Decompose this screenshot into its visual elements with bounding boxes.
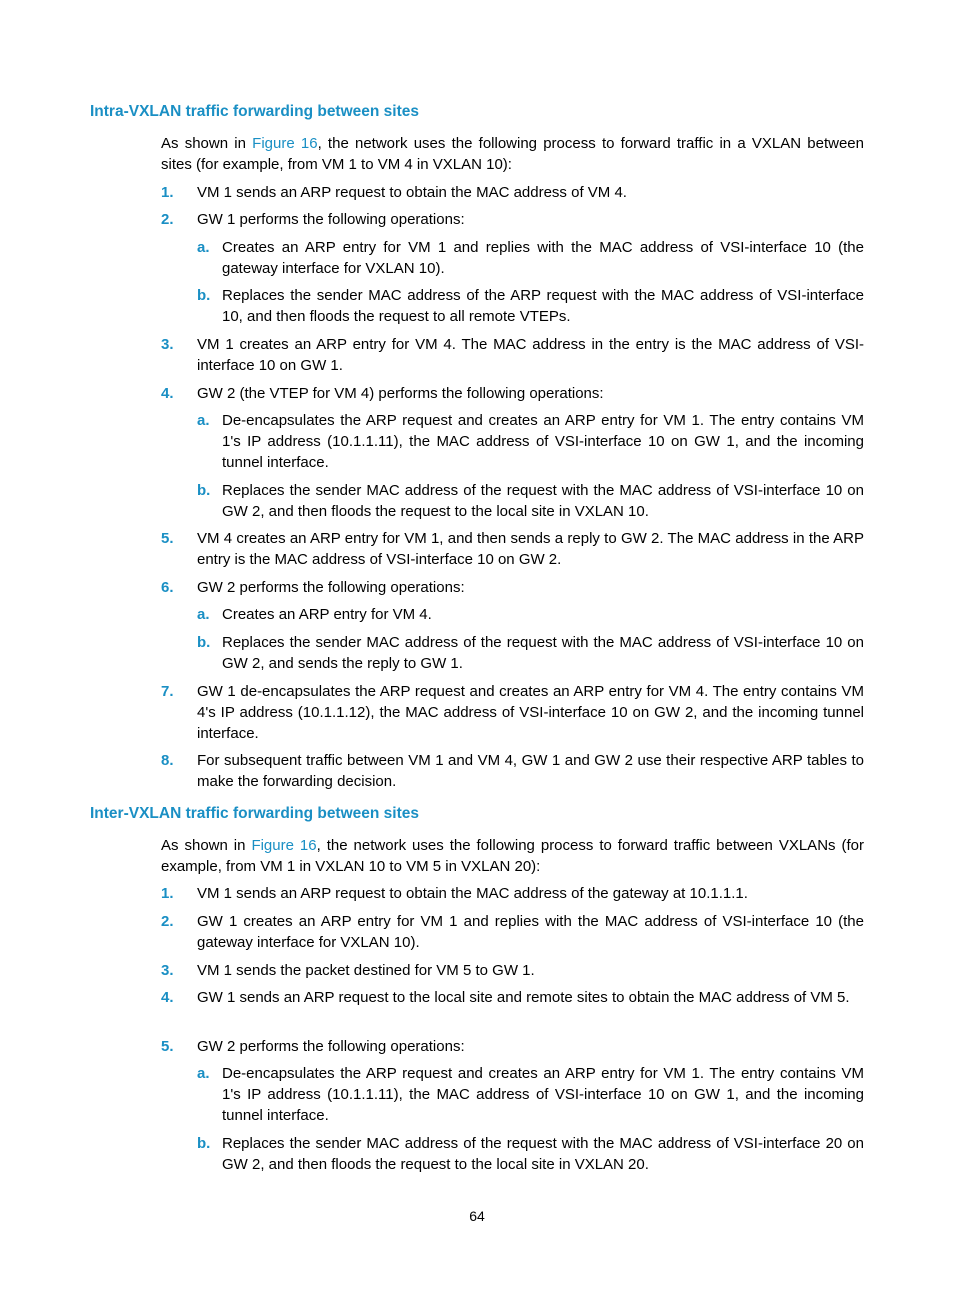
- list-item: [161, 334, 864, 376]
- sub-list-item: [197, 632, 864, 674]
- step-number: 3.: [161, 336, 174, 353]
- sub-list-item: [197, 1133, 864, 1175]
- sub-list-item: [197, 480, 864, 522]
- sub-list-item: [197, 237, 864, 279]
- sub-step-letter: b.: [197, 1135, 211, 1152]
- step-number: 2.: [161, 913, 174, 930]
- step-text: VM 1 sends an ARP request to obtain the MAC address of VM 4.: [197, 184, 627, 201]
- sub-step-text: Replaces the sender MAC address of the request with the MAC address of VSI-interface 10 on GW 2, and sends the reply to GW 1.: [222, 634, 864, 672]
- list-item: [161, 209, 864, 230]
- step-number: 5.: [161, 1038, 174, 1055]
- sub-step-text: De-encapsulates the ARP request and creates an ARP entry for VM 1. The entry contains VM 1's IP address (10.1.1.11), the MAC address of VSI-interface 10 on GW 1, and the incoming tunnel interface.: [222, 1065, 864, 1124]
- intro-text-after: , the network uses the following process to forward traffic in a VXLAN between sites (for example, from VM 1 to VM 4 in VXLAN 10):: [161, 135, 864, 173]
- sub-list-item: [197, 1063, 864, 1126]
- sub-step-letter: a.: [197, 1065, 210, 1082]
- list-item: [161, 750, 864, 792]
- step-text: GW 1 sends an ARP request to the local site and remote sites to obtain the MAC address of VM 5.: [197, 989, 850, 1006]
- intro-text-after: , the network uses the following process to forward traffic between VXLANs (for example, from VM 1 in VXLAN 10 to VM 5 in VXLAN 20):: [161, 837, 864, 875]
- step-number: 4.: [161, 989, 174, 1006]
- step-text: GW 1 performs the following operations:: [197, 211, 465, 228]
- intro-text-before: As shown in: [161, 135, 253, 152]
- step-text: For subsequent traffic between VM 1 and VM 4, GW 1 and GW 2 use their respective ARP tables to make the forwarding decision.: [197, 752, 864, 790]
- sub-step-text: Creates an ARP entry for VM 4.: [222, 606, 432, 623]
- section2-intro: [161, 835, 864, 877]
- step-number: 7.: [161, 683, 174, 700]
- sub-list-item: [197, 604, 864, 625]
- list-item: [161, 960, 864, 981]
- step-text: GW 2 (the VTEP for VM 4) performs the following operations:: [197, 385, 604, 402]
- step-number: 4.: [161, 385, 174, 402]
- step-text: VM 4 creates an ARP entry for VM 1, and then sends a reply to GW 2. The MAC address in the ARP entry is the MAC address of VSI-interface 10 on GW 2.: [197, 530, 864, 568]
- section-heading-inter-vxlan: Inter-VXLAN traffic forwarding between sites: [90, 805, 419, 822]
- step-number: 1.: [161, 885, 174, 902]
- sub-list-item: [197, 410, 864, 473]
- step-number: 1.: [161, 184, 174, 201]
- sub-step-text: Replaces the sender MAC address of the request with the MAC address of VSI-interface 20 on GW 2, and then floods the request to the local site in VXLAN 20.: [222, 1135, 864, 1173]
- sub-step-letter: a.: [197, 239, 210, 256]
- list-item: [161, 911, 864, 953]
- section1-intro: [161, 133, 864, 175]
- sub-step-letter: b.: [197, 482, 211, 499]
- sub-step-text: De-encapsulates the ARP request and creates an ARP entry for VM 1. The entry contains VM 1's IP address (10.1.1.11), the MAC address of VSI-interface 10 on GW 1, and the incoming tunnel interface.: [222, 412, 864, 471]
- step-text: GW 2 performs the following operations:: [197, 579, 465, 596]
- step-text: VM 1 sends the packet destined for VM 5 to GW 1.: [197, 962, 535, 979]
- page-number: 64: [469, 1208, 485, 1224]
- step-text: VM 1 sends an ARP request to obtain the MAC address of the gateway at 10.1.1.1.: [197, 885, 748, 902]
- list-item: [161, 182, 864, 203]
- step-text: GW 1 creates an ARP entry for VM 1 and replies with the MAC address of VSI-interface 10 (the gateway interface for VXLAN 10).: [197, 913, 864, 951]
- list-item: [161, 987, 864, 1008]
- step-number: 2.: [161, 211, 174, 228]
- step-text: GW 1 de-encapsulates the ARP request and creates an ARP entry for VM 4. The entry contains VM 4's IP address (10.1.1.12), the MAC address of VSI-interface 10 on GW 2, and the incoming tunnel interface.: [197, 683, 864, 742]
- list-item: [161, 383, 864, 404]
- sub-step-text: Creates an ARP entry for VM 1 and replies with the MAC address of VSI-interface 10 (the gateway interface for VXLAN 10).: [222, 239, 864, 277]
- step-number: 8.: [161, 752, 174, 769]
- sub-step-letter: a.: [197, 606, 210, 623]
- step-number: 5.: [161, 530, 174, 547]
- sub-step-letter: a.: [197, 412, 210, 429]
- list-item: [161, 883, 864, 904]
- sub-step-text: Replaces the sender MAC address of the request with the MAC address of VSI-interface 10 on GW 2, and then floods the request to the local site in VXLAN 10.: [222, 482, 864, 520]
- figure-16-link[interactable]: Figure 16: [251, 837, 317, 854]
- section-heading-intra-vxlan: Intra-VXLAN traffic forwarding between sites: [90, 103, 419, 120]
- figure-16-link[interactable]: Figure 16: [252, 135, 318, 152]
- sub-step-text: Replaces the sender MAC address of the ARP request with the MAC address of VSI-interface 10, and then floods the request to all remote VTEPs.: [222, 287, 864, 325]
- sub-list-item: [197, 285, 864, 327]
- sub-step-letter: b.: [197, 634, 211, 651]
- intro-text-before: As shown in: [161, 837, 252, 854]
- step-text: VM 1 creates an ARP entry for VM 4. The MAC address in the entry is the MAC address of VSI-interface 10 on GW 1.: [197, 336, 864, 374]
- sub-step-letter: b.: [197, 287, 211, 304]
- list-item: [161, 681, 864, 744]
- step-number: 3.: [161, 962, 174, 979]
- step-number: 6.: [161, 579, 174, 596]
- step-text: GW 2 performs the following operations:: [197, 1038, 465, 1055]
- list-item: [161, 1036, 864, 1057]
- list-item: [161, 528, 864, 570]
- list-item: [161, 577, 864, 598]
